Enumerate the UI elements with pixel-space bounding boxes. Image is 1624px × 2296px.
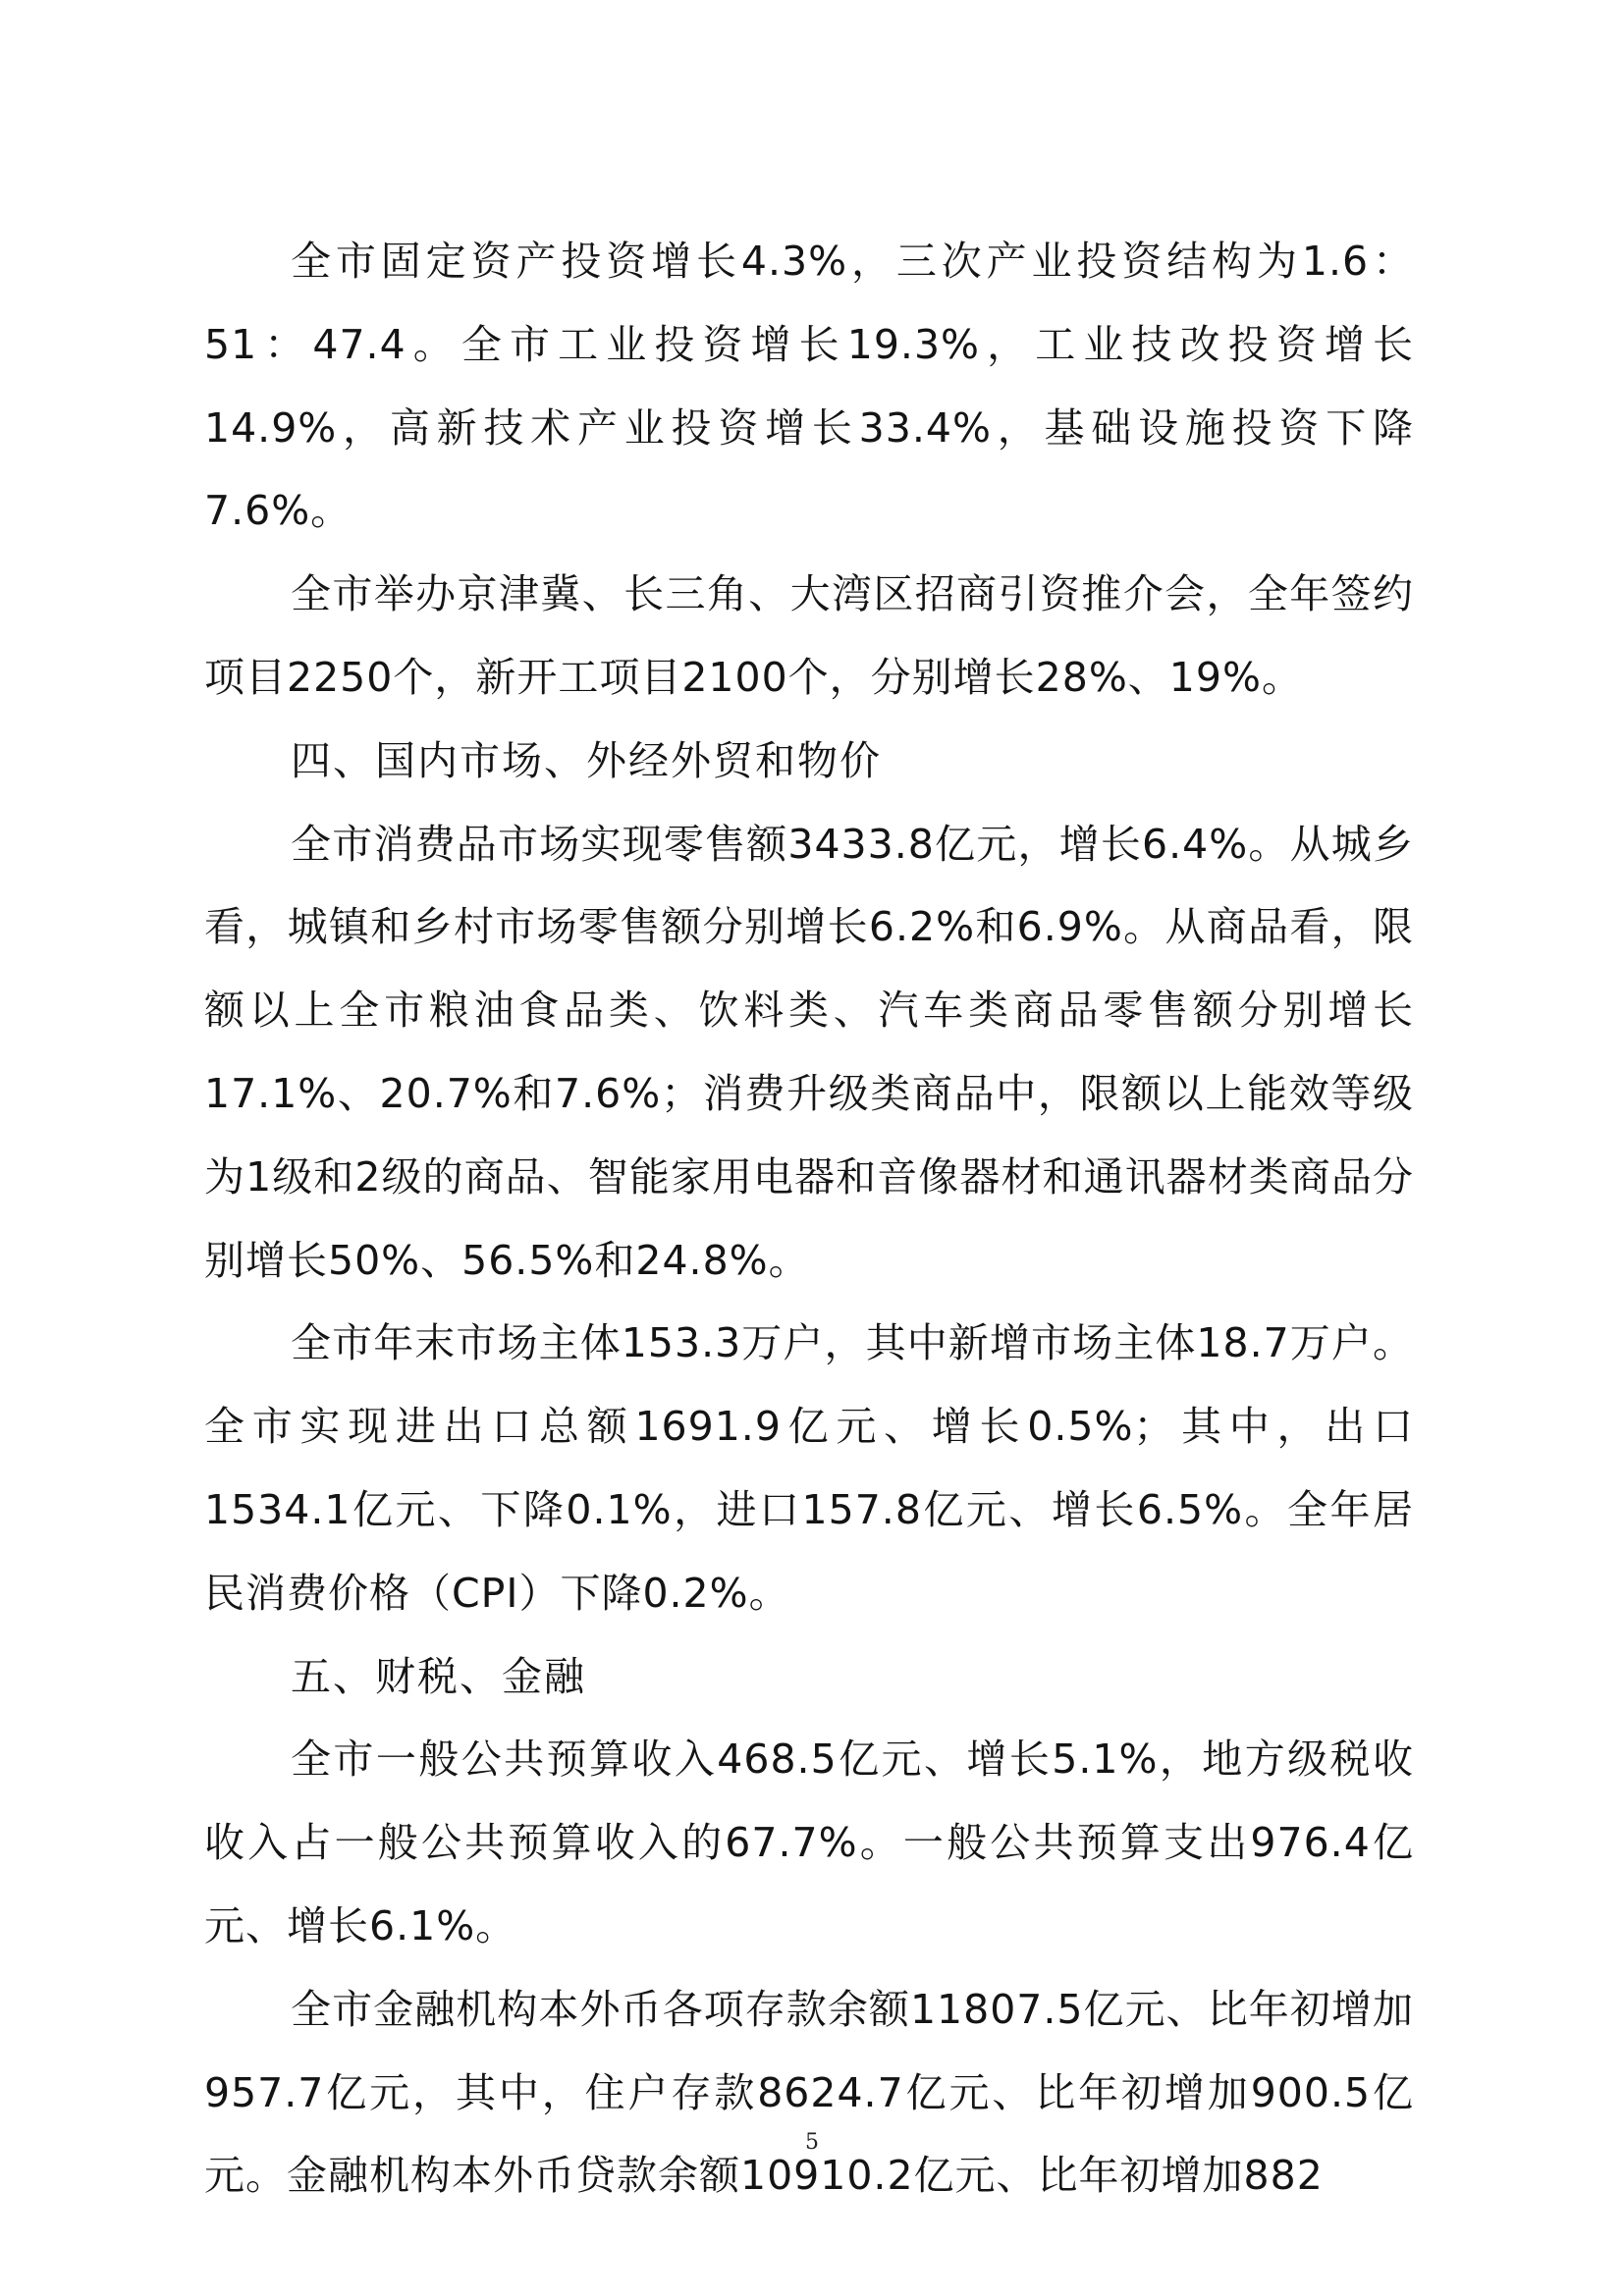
paragraph-market-entities-trade: 全市年末市场主体153.3万户，其中新增市场主体18.7万户。全市实现进出口总额1691.9亿元、增长0.5%；其中，出口1534.1亿元、下降0.1%，进口157.8亿元、增长6.5%。全年居民消费价格（CPI）下降0.2%。: [204, 1319, 1414, 1617]
paragraph-fixed-asset-investment: 全市固定资产投资增长4.3%，三次产业投资结构为1.6：51：47.4。全市工业投资增长19.3%，工业技改投资增长14.9%，高新技术产业投资增长33.4%，基础设施投资下降7.6%。: [204, 238, 1414, 535]
paragraph-consumer-retail: 全市消费品市场实现零售额3433.8亿元，增长6.4%。从城乡看，城镇和乡村市场零售额分别增长6.2%和6.9%。从商品看，限额以上全市粮油食品类、饮料类、汽车类商品零售额分别增长17.1%、20.7%和7.6%；消费升级类商品中，限额以上能效等级为1级和2级的商品、智能家用电器和音像器材和通讯器材类商品分别增长50%、56.5%和24.8%。: [204, 820, 1414, 1284]
section-heading-finance-tax: 五、财税、金融: [291, 1652, 586, 1700]
page-number: 5: [805, 2130, 819, 2155]
section-heading-domestic-market: 四、国内市场、外经外贸和物价: [291, 736, 882, 784]
paragraph-public-budget: 全市一般公共预算收入468.5亿元、增长5.1%，地方级税收收入占一般公共预算收入的67.7%。一般公共预算支出976.4亿元、增长6.1%。: [204, 1735, 1414, 1949]
paragraph-financial-deposits: 全市金融机构本外币各项存款余额11807.5亿元、比年初增加957.7亿元，其中，住户存款8624.7亿元、比年初增加900.5亿元。金融机构本外币贷款余额10910.2亿元、比年初增加882: [204, 1985, 1414, 2200]
document-body: [204, 220, 1414, 2217]
paragraph-investment-promotion: 全市举办京津冀、长三角、大湾区招商引资推介会，全年签约项目2250个，新开工项目2100个，分别增长28%、19%。: [204, 570, 1414, 701]
